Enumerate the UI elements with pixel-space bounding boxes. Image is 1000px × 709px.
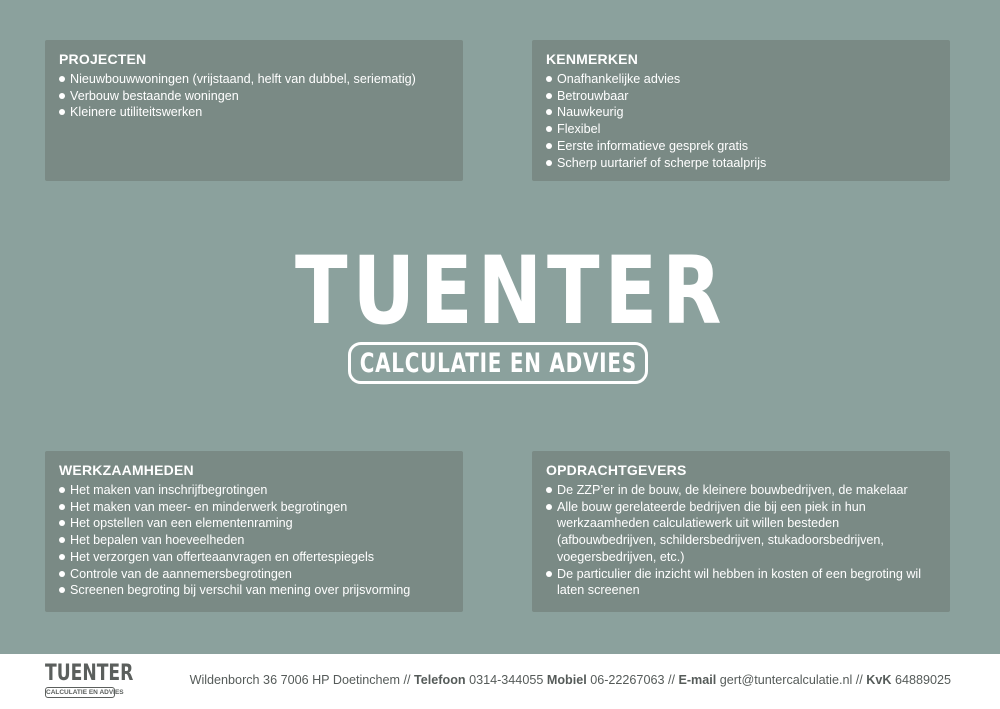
footer-mobile-label: Mobiel bbox=[546, 673, 587, 687]
list-item: Nauwkeurig bbox=[546, 104, 936, 121]
opdrachtgevers-list bbox=[546, 482, 936, 599]
footer-contact bbox=[190, 673, 951, 687]
werkzaamheden-list bbox=[59, 482, 449, 599]
werkzaamheden-panel bbox=[45, 451, 463, 612]
list-item: De ZZP’er in de bouw, de kleinere bouwbedrijven, de makelaar bbox=[546, 482, 936, 499]
footer-logo-tagline: CALCULATIE EN ADVIES bbox=[46, 689, 124, 696]
tuenter-logo-title: TUENTER bbox=[295, 237, 727, 346]
list-item: Controle van de aannemersbegrotingen bbox=[59, 566, 449, 583]
list-item: Het verzorgen van offerteaanvragen en offertespiegels bbox=[59, 549, 449, 566]
list-item: Nieuwbouwwoningen (vrijstaand, helft van dubbel, seriematig) bbox=[59, 71, 449, 88]
projecten-list bbox=[59, 71, 449, 121]
projecten-title: PROJECTEN bbox=[59, 51, 147, 67]
footer-email[interactable]: gert@tuntercalculatie.nl // bbox=[719, 673, 863, 687]
footer-kvk-label: KvK bbox=[866, 673, 892, 687]
kenmerken-title: KENMERKEN bbox=[546, 51, 639, 67]
list-item: Kleinere utiliteitswerken bbox=[59, 104, 449, 121]
list-item: Alle bouw gerelateerde bedrijven die bij een piek in hun werkzaamheden calculatiewerk uit willen besteden (afbouwbedrijven, schildersbedrijven, stukadoorsbedrijven, voegersbedrijven, etc.) bbox=[546, 499, 936, 566]
list-item: Het maken van inschrijfbegrotingen bbox=[59, 482, 449, 499]
footer-logo-title: TUENTER bbox=[45, 661, 134, 686]
list-item: Scherp uurtarief of scherpe totaalprijs bbox=[546, 155, 936, 172]
tuenter-logo-tagline bbox=[348, 342, 648, 384]
footer-phone[interactable]: 0314-344055 bbox=[469, 673, 544, 687]
footer-logo bbox=[45, 661, 134, 696]
list-item: Het opstellen van een elementenraming bbox=[59, 515, 449, 532]
opdrachtgevers-panel bbox=[532, 451, 950, 612]
list-item: Screenen begroting bij verschil van mening over prijsvorming bbox=[59, 582, 449, 599]
kenmerken-list bbox=[546, 71, 936, 171]
list-item: Betrouwbaar bbox=[546, 88, 936, 105]
opdrachtgevers-title: OPDRACHTGEVERS bbox=[546, 462, 687, 478]
tagline-text: CALCULATIE EN ADVIES bbox=[359, 347, 637, 379]
footer bbox=[0, 654, 1000, 709]
projecten-panel bbox=[45, 40, 463, 181]
list-item: Verbouw bestaande woningen bbox=[59, 88, 449, 105]
footer-email-label: E-mail bbox=[678, 673, 717, 687]
list-item: Eerste informatieve gesprek gratis bbox=[546, 138, 936, 155]
werkzaamheden-title: WERKZAAMHEDEN bbox=[59, 462, 194, 478]
list-item: Het bepalen van hoeveelheden bbox=[59, 532, 449, 549]
footer-address: Wildenborch 36 7006 HP Doetinchem // bbox=[189, 673, 411, 687]
list-item: Flexibel bbox=[546, 121, 936, 138]
footer-kvk: 64889025 bbox=[894, 673, 951, 687]
list-item: De particulier die inzicht wil hebben in kosten of een begroting wil laten screenen bbox=[546, 566, 936, 599]
footer-mobile[interactable]: 06-22267063 // bbox=[590, 673, 675, 687]
footer-phone-label: Telefoon bbox=[414, 673, 466, 687]
kenmerken-panel bbox=[532, 40, 950, 181]
list-item: Onafhankelijke advies bbox=[546, 71, 936, 88]
list-item: Het maken van meer- en minderwerk begrotingen bbox=[59, 499, 449, 516]
